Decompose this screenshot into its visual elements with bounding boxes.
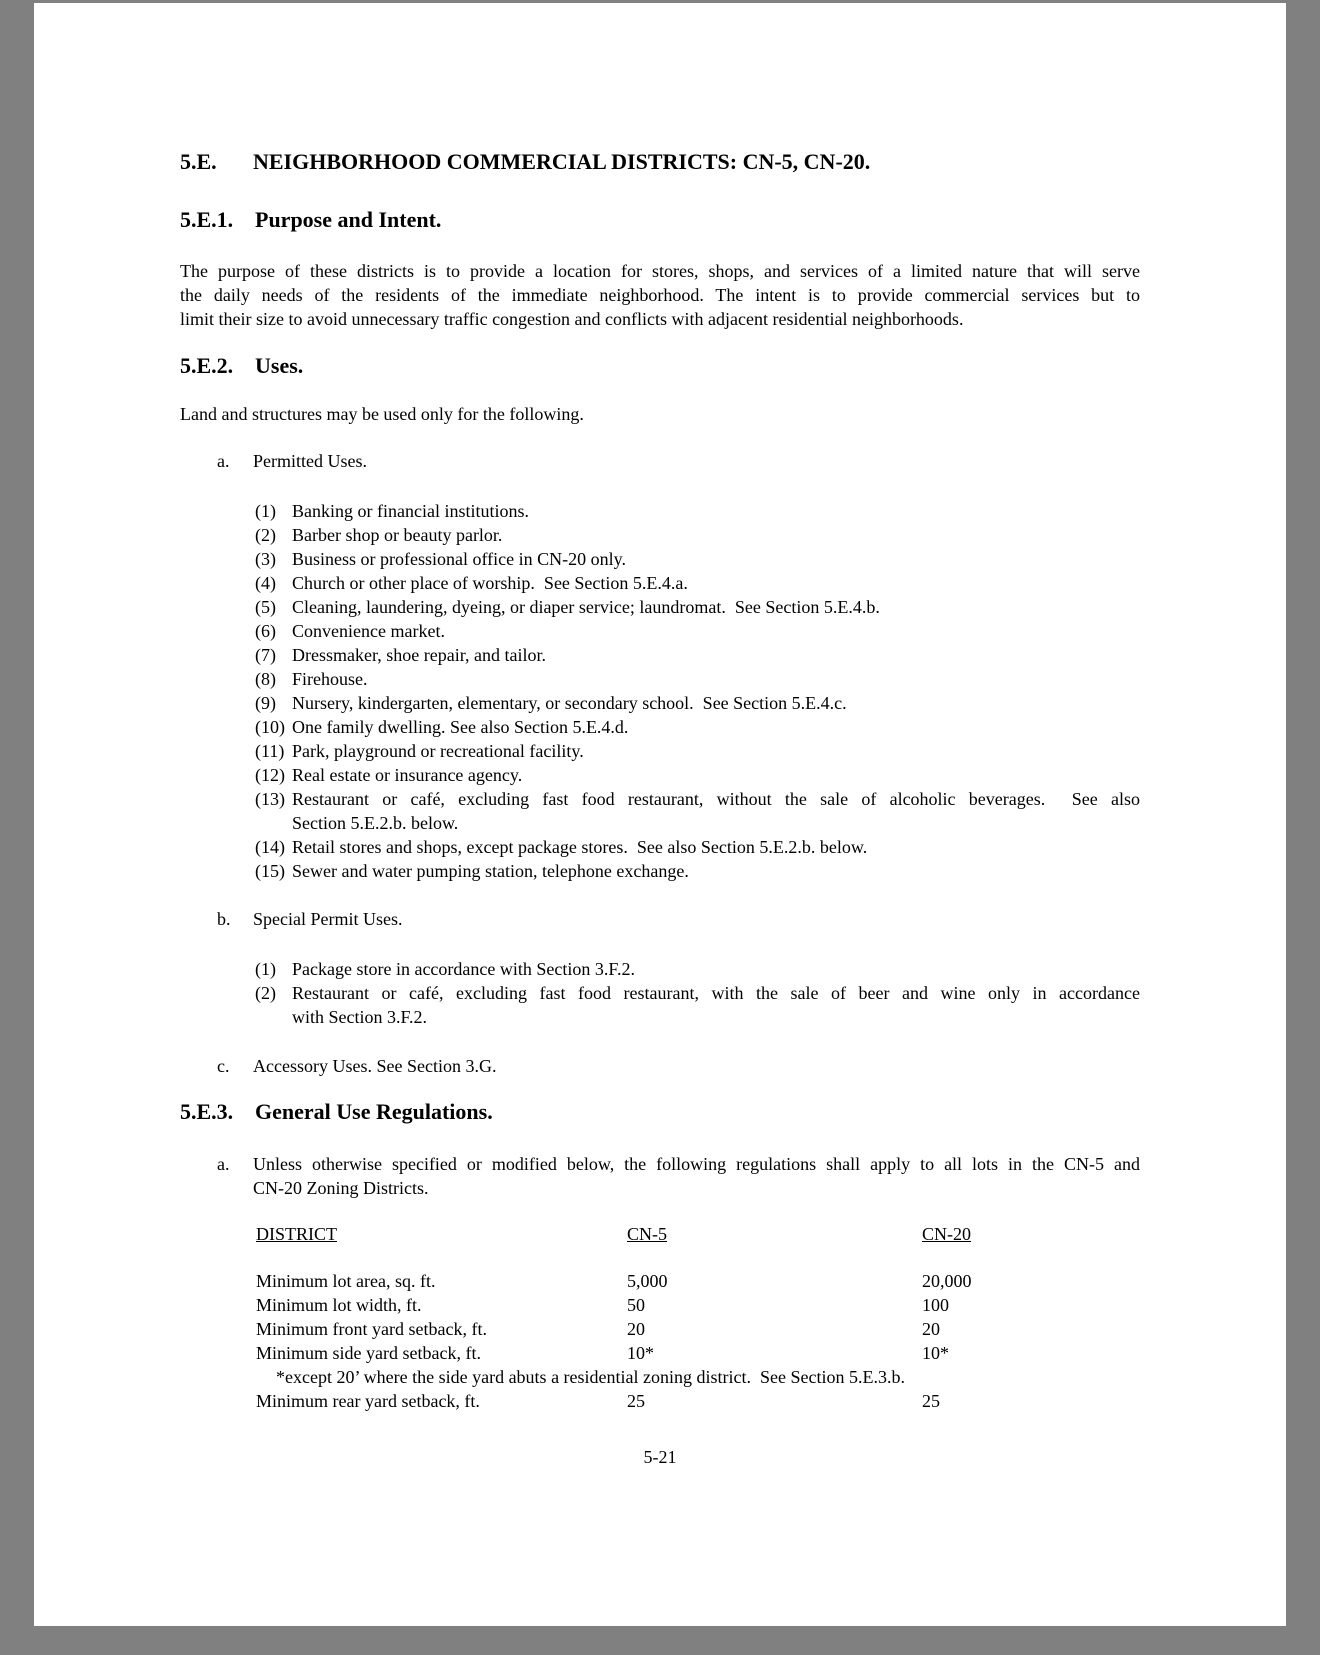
item-text: Package store in accordance with Section 3.F.2. — [292, 959, 635, 979]
list-item — [180, 643, 1140, 667]
item-number: (6) — [255, 621, 276, 641]
item-number: (12) — [255, 765, 285, 785]
item-number: (14) — [255, 837, 285, 857]
section-title — [180, 148, 1140, 176]
subsection-title: Accessory Uses. See Section 3.G. — [253, 1056, 497, 1076]
special-permit-uses-list — [180, 957, 1140, 1029]
subsection-title: Special Permit Uses. — [253, 909, 403, 929]
table-cell-cn5: 5,000 — [627, 1271, 668, 1291]
item-text: Nursery, kindergarten, elementary, or secondary school. See Section 5.E.4.c. — [292, 693, 847, 713]
table-cell-label: Minimum lot area, sq. ft. — [256, 1271, 436, 1291]
item-text: Firehouse. — [292, 669, 368, 689]
item-number: (1) — [255, 501, 276, 521]
table-row — [180, 1269, 1140, 1293]
table-cell-cn20: 25 — [922, 1391, 940, 1411]
item-number: (2) — [255, 983, 276, 1003]
text-line: The purpose of these districts is to provide a location for stores, shops, and services of a limited nature that will serve — [180, 261, 1140, 281]
list-item — [180, 523, 1140, 547]
text-line: the daily needs of the residents of the immediate neighborhood. The intent is to provide commercial services but to — [180, 285, 1140, 305]
list-item — [180, 691, 1140, 715]
subsection-label: a. — [217, 1154, 230, 1174]
item-text: Cleaning, laundering, dyeing, or diaper service; laundromat. See Section 5.E.4.b. — [292, 597, 880, 617]
table-cell-label: Minimum side yard setback, ft. — [256, 1343, 481, 1363]
table-cell-cn20: 20,000 — [922, 1271, 972, 1291]
subsection-label: a. — [217, 451, 230, 471]
list-item — [180, 619, 1140, 643]
text-line: Unless otherwise specified or modified below, the following regulations shall apply to all lots in the CN-5 and — [253, 1154, 1140, 1174]
item-number: (11) — [255, 741, 285, 761]
list-item — [180, 981, 1140, 1029]
item-text: Dressmaker, shoe repair, and tailor. — [292, 645, 546, 665]
page-content — [34, 3, 1140, 1413]
table-footnote: *except 20’ where the side yard abuts a residential zoning district. See Section 5.E.3.b. — [276, 1367, 905, 1387]
heading-text: Uses. — [255, 353, 304, 378]
general-regulations-intro — [180, 1152, 1140, 1200]
text-line: Restaurant or café, excluding fast food restaurant, without the sale of alcoholic beverages. See also — [292, 789, 1140, 809]
list-item — [180, 957, 1140, 981]
item-text: Barber shop or beauty parlor. — [292, 525, 503, 545]
list-item — [180, 667, 1140, 691]
list-item — [180, 571, 1140, 595]
item-number: (8) — [255, 669, 276, 689]
table-cell-cn20: 100 — [922, 1295, 949, 1315]
item-number: (1) — [255, 959, 276, 979]
document-page — [34, 3, 1286, 1626]
text-line: CN-20 Zoning Districts. — [253, 1178, 429, 1198]
heading-text: General Use Regulations. — [255, 1099, 493, 1124]
table-header-district: DISTRICT — [256, 1224, 337, 1244]
item-number: (15) — [255, 861, 285, 881]
table-row — [180, 1389, 1140, 1413]
heading-text: Purpose and Intent. — [255, 207, 442, 232]
table-cell-cn20: 10* — [922, 1343, 949, 1363]
list-item — [180, 739, 1140, 763]
list-item — [180, 763, 1140, 787]
table-cell-label: Minimum lot width, ft. — [256, 1295, 422, 1315]
table-row — [180, 1341, 1140, 1365]
list-item — [180, 715, 1140, 739]
item-text: Business or professional office in CN-20 only. — [292, 549, 626, 569]
section-title-text: NEIGHBORHOOD COMMERCIAL DISTRICTS: CN-5, CN-20. — [253, 149, 871, 174]
table-cell-label: Minimum front yard setback, ft. — [256, 1319, 487, 1339]
item-text: Park, playground or recreational facility. — [292, 741, 584, 761]
table-cell-cn5: 10* — [627, 1343, 654, 1363]
subsection-title: Permitted Uses. — [253, 451, 367, 471]
text-line: Section 5.E.2.b. below. — [292, 813, 459, 833]
page-number: 5-21 — [643, 1447, 677, 1467]
item-number: (10) — [255, 717, 285, 737]
heading-uses — [180, 352, 1140, 380]
heading-number: 5.E.2. — [180, 353, 234, 378]
item-text: Real estate or insurance agency. — [292, 765, 523, 785]
item-number: (9) — [255, 693, 276, 713]
table-body — [180, 1269, 1140, 1413]
item-number: (4) — [255, 573, 276, 593]
district-standards-table — [180, 1222, 1140, 1413]
item-text: Retail stores and shops, except package stores. See also Section 5.E.2.b. below. — [292, 837, 868, 857]
list-item — [180, 787, 1140, 835]
table-cell-label: Minimum rear yard setback, ft. — [256, 1391, 480, 1411]
heading-general-use-regulations — [180, 1098, 1140, 1126]
permitted-uses-list — [180, 499, 1140, 883]
list-item — [180, 547, 1140, 571]
item-number: (5) — [255, 597, 276, 617]
uses-intro: Land and structures may be used only for the following. — [180, 404, 584, 424]
list-item — [180, 595, 1140, 619]
heading-number: 5.E.3. — [180, 1099, 234, 1124]
item-number: (2) — [255, 525, 276, 545]
table-header — [180, 1222, 1140, 1246]
section-title-number: 5.E. — [180, 149, 217, 174]
subsection-label: c. — [217, 1056, 230, 1076]
subsection-label: b. — [217, 909, 231, 929]
text-line: limit their size to avoid unnecessary traffic congestion and conflicts with adjacent residential neighborhoods. — [180, 309, 964, 329]
table-header-cn20: CN-20 — [922, 1224, 971, 1244]
purpose-paragraph — [180, 259, 1140, 331]
item-text: Banking or financial institutions. — [292, 501, 529, 521]
table-cell-cn5: 25 — [627, 1391, 645, 1411]
heading-purpose-and-intent — [180, 206, 1140, 234]
text-line: Restaurant or café, excluding fast food restaurant, with the sale of beer and wine only in accordance — [292, 983, 1140, 1003]
item-text: Sewer and water pumping station, telephone exchange. — [292, 861, 689, 881]
table-cell-cn5: 50 — [627, 1295, 645, 1315]
item-text: One family dwelling. See also Section 5.E.4.d. — [292, 717, 629, 737]
list-item — [180, 835, 1140, 859]
table-row — [180, 1293, 1140, 1317]
general-regulations-text — [253, 1152, 1140, 1200]
item-number: (13) — [255, 789, 285, 809]
item-number: (7) — [255, 645, 276, 665]
item-text: Convenience market. — [292, 621, 445, 641]
table-header-cn5: CN-5 — [627, 1224, 667, 1244]
subsection-accessory-uses — [180, 1054, 1140, 1078]
heading-number: 5.E.1. — [180, 207, 234, 232]
list-item — [180, 859, 1140, 883]
table-row — [180, 1317, 1140, 1341]
item-number: (3) — [255, 549, 276, 569]
subsection-special-permit-uses — [180, 907, 1140, 931]
list-item — [180, 499, 1140, 523]
table-cell-cn5: 20 — [627, 1319, 645, 1339]
subsection-permitted-uses — [180, 449, 1140, 473]
text-line: with Section 3.F.2. — [292, 1007, 428, 1027]
item-text: Church or other place of worship. See Section 5.E.4.a. — [292, 573, 688, 593]
table-cell-cn20: 20 — [922, 1319, 940, 1339]
